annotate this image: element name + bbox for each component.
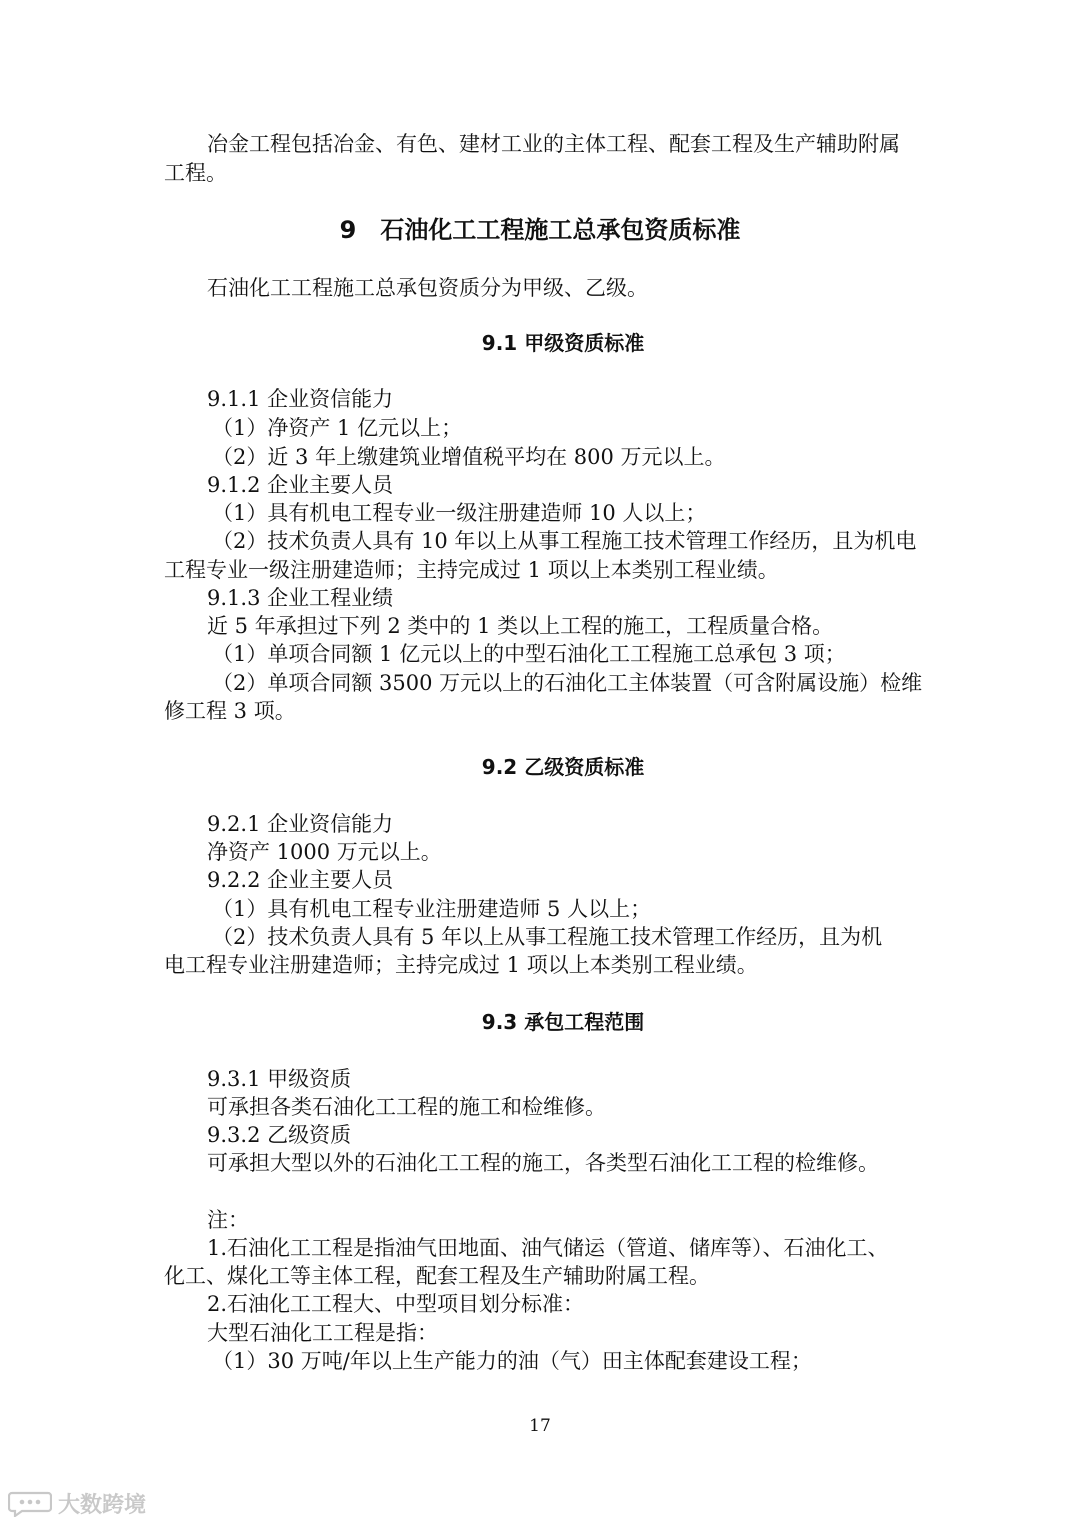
paragraph-line: 工程专业一级注册建造师；主持完成过 1 项以上本类别工程业绩。 (164, 558, 779, 582)
clause-heading: 9.3.1 甲级资质 (207, 1067, 352, 1091)
clause-heading: 9.2.1 企业资信能力 (207, 812, 394, 836)
paragraph-line: 工程。 (164, 161, 227, 185)
note-label: 注： (207, 1208, 249, 1232)
clause-heading: 9.1.1 企业资信能力 (207, 387, 394, 411)
paragraph-line: 化工、煤化工等主体工程，配套工程及生产辅助附属工程。 (164, 1264, 710, 1288)
paragraph-line: 可承担大型以外的石油化工工程的施工，各类型石油化工工程的检维修。 (207, 1151, 879, 1175)
clause-heading: 9.2.2 企业主要人员 (207, 868, 394, 892)
clause-heading: 9.1.2 企业主要人员 (207, 473, 394, 497)
watermark (8, 1488, 146, 1518)
subsection-heading: 9.2 乙级资质标准 (481, 755, 645, 779)
paragraph-line: （2）单项合同额 3500 万元以上的石油化工主体装置（可含附属设施）检维 (212, 671, 923, 695)
subsection-heading: 9.3 承包工程范围 (481, 1010, 645, 1034)
chat-bubble-logo-icon (8, 1489, 52, 1517)
paragraph-line: 1.石油化工工程是指油气田地面、油气储运（管道、储库等）、石油化工、 (207, 1236, 889, 1260)
paragraph-line: 冶金工程包括冶金、有色、建材工业的主体工程、配套工程及生产辅助附属 (207, 132, 900, 156)
paragraph-line: 修工程 3 项。 (164, 699, 296, 723)
subsection-heading: 9.1 甲级资质标准 (481, 331, 645, 355)
paragraph-line: （1）净资产 1 亿元以上； (212, 416, 463, 440)
clause-heading: 9.1.3 企业工程业绩 (207, 586, 394, 610)
paragraph-line: （1）具有机电工程专业一级注册建造师 10 人以上； (212, 501, 707, 525)
page-number: 17 (529, 1416, 551, 1436)
paragraph-line: 近 5 年承担过下列 2 类中的 1 类以上工程的施工，工程质量合格。 (207, 614, 834, 638)
paragraph-line: 石油化工工程施工总承包资质分为甲级、乙级。 (207, 276, 648, 300)
paragraph-line: （2）近 3 年上缴建筑业增值税平均在 800 万元以上。 (212, 445, 726, 469)
paragraph-line: 净资产 1000 万元以上。 (207, 840, 442, 864)
paragraph-line: （2）技术负责人具有 10 年以上从事工程施工技术管理工作经历，且为机电 (212, 529, 917, 553)
paragraph-line: 2.石油化工工程大、中型项目划分标准： (207, 1292, 585, 1316)
paragraph-line: （1）单项合同额 1 亿元以上的中型石油化工工程施工总承包 3 项； (212, 642, 846, 666)
watermark-text: 大数跨境 (58, 1492, 147, 1518)
paragraph-line: （1）具有机电工程专业注册建造师 5 人以上； (212, 897, 652, 921)
paragraph-line: （2）技术负责人具有 5 年以上从事工程施工技术管理工作经历，且为机 (212, 925, 883, 949)
section-heading: 9 石油化工工程施工总承包资质标准 (339, 216, 741, 244)
paragraph-line: 大型石油化工工程是指： (207, 1321, 438, 1345)
clause-heading: 9.3.2 乙级资质 (207, 1123, 352, 1147)
paragraph-line: 可承担各类石油化工工程的施工和检维修。 (207, 1095, 606, 1119)
paragraph-line: （1）30 万吨/年以上生产能力的油（气）田主体配套建设工程； (212, 1349, 812, 1373)
paragraph-line: 电工程专业注册建造师；主持完成过 1 项以上本类别工程业绩。 (164, 953, 758, 977)
